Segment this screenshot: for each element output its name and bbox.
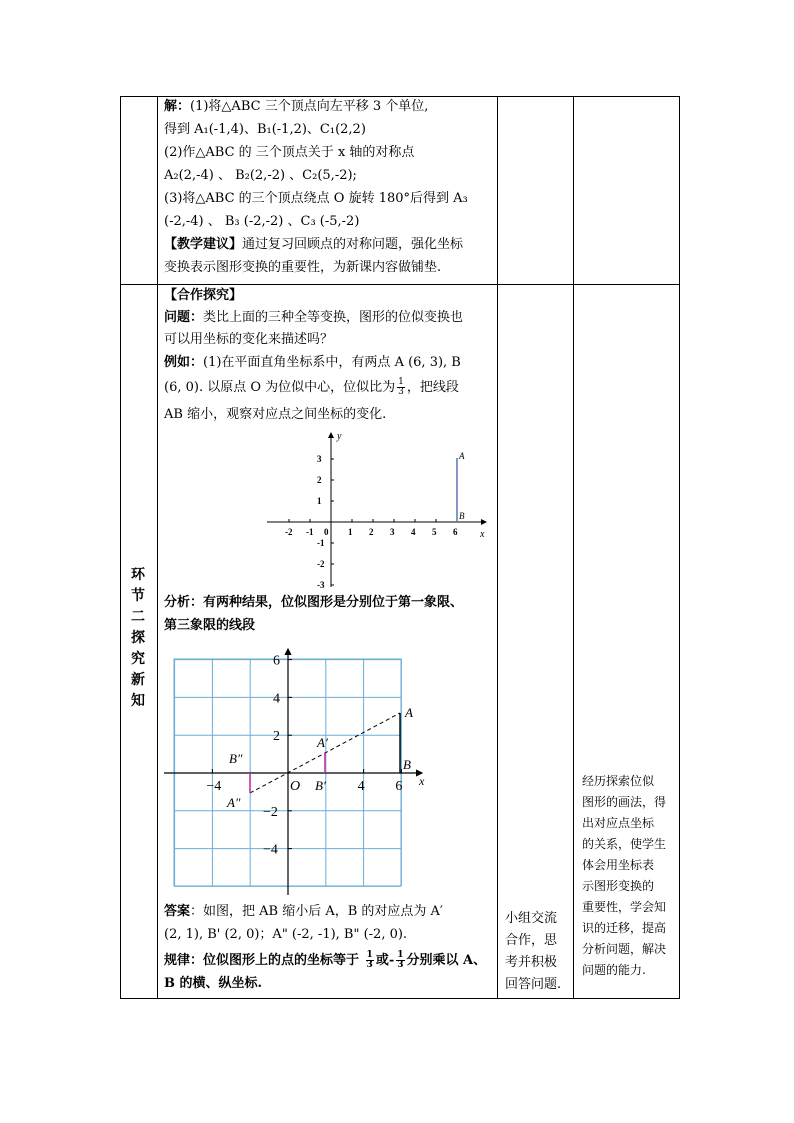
x-tick-label: 1 bbox=[348, 527, 353, 537]
y-tick-label: 2 bbox=[317, 475, 322, 485]
y-tick-label: 6 bbox=[273, 653, 280, 669]
design-intent-line-5: 体会用坐标表 bbox=[582, 858, 655, 872]
example-line-1 bbox=[164, 352, 461, 374]
coordinate-grid-2 bbox=[160, 645, 432, 897]
answer-label: 答案 bbox=[164, 904, 191, 919]
solution-text-4: A₂(2,-4) 、 B₂(2,-2) 、C₂(5,-2); bbox=[164, 168, 357, 183]
rule-line-2: B 的横、纵坐标. bbox=[164, 976, 263, 991]
answer-line-2: (2, 1), B' (2, 0)；A" (-2, -1), B" (-2, 0). bbox=[164, 927, 408, 942]
design-intent-line-10: 问题的能力. bbox=[582, 963, 646, 977]
label-b-prime: B′ bbox=[315, 778, 326, 793]
design-intent-line-4: 的关系，使学生 bbox=[582, 837, 667, 851]
solution-text-2: 得到 A₁(-1,4)、B₁(-1,2)、C₁(2,2) bbox=[164, 122, 366, 137]
label-a-double-prime: A″ bbox=[227, 795, 241, 810]
table-col-divider-1 bbox=[157, 96, 158, 999]
solution-text-6: (-2,-4) 、 B₃ (-2,-2) 、C₃ (-5,-2) bbox=[164, 214, 360, 229]
solution-line-4 bbox=[164, 165, 357, 187]
ratio-numerator: 1 bbox=[398, 377, 404, 387]
example-line-3: AB 缩小，观察对应点之间坐标的变化. bbox=[164, 407, 387, 422]
question-label: 问题： bbox=[164, 310, 204, 325]
solution-line-3 bbox=[164, 142, 414, 164]
rule-fraction-numerator-2: 1 bbox=[397, 950, 404, 960]
x-tick-label: 6 bbox=[395, 779, 403, 794]
table-col-divider-3 bbox=[573, 96, 574, 999]
teaching-suggestion-text-2: 变换表示图形变换的重要性，为新课内容做铺垫. bbox=[164, 260, 442, 275]
rule-text-a: 位似图形上的点的坐标等于 bbox=[203, 953, 364, 968]
answer-line-1 bbox=[164, 901, 443, 923]
x-tick-label: −4 bbox=[206, 779, 222, 794]
section-label-char: 探 bbox=[131, 630, 145, 646]
solution-line-6 bbox=[164, 211, 359, 233]
label-b: B bbox=[403, 757, 411, 772]
cooperative-inquiry-heading: 【合作探究】 bbox=[164, 288, 243, 303]
answer-text: ：如图，把 AB 缩小后 A，B 的对应点为 A′ bbox=[190, 904, 443, 919]
rule-fraction-denominator: 3 bbox=[366, 960, 373, 970]
analysis-line-2: 第三象限的线段 bbox=[164, 618, 256, 633]
design-intent-line-2: 图形的画法，得 bbox=[582, 795, 667, 809]
question-line-2: 可以用坐标的变化来描述吗？ bbox=[164, 332, 334, 347]
teaching-suggestion-line-2 bbox=[164, 257, 441, 279]
rule-negative-sign: - bbox=[388, 953, 395, 968]
x-tick-label: 6 bbox=[453, 527, 458, 537]
x-tick-label: -2 bbox=[285, 527, 293, 537]
design-intent-line-1: 经历探索位似 bbox=[582, 774, 655, 788]
x-tick-label: 4 bbox=[357, 779, 365, 794]
table-left-border bbox=[120, 96, 121, 999]
point-a-label: A bbox=[459, 451, 465, 461]
teaching-suggestion-line-1 bbox=[164, 234, 463, 256]
design-intent-line-7: 重要性，学会知 bbox=[582, 900, 667, 914]
solution-text-5: (3)将△ABC 的三个顶点绕点 O 旋转 180°后得到 A₃ bbox=[164, 191, 468, 206]
solution-text-3: (2)作△ABC 的 三个顶点关于 x 轴的对称点 bbox=[164, 145, 415, 160]
design-intent-line-3: 出对应点坐标 bbox=[582, 816, 655, 830]
table-right-border bbox=[679, 96, 680, 999]
solution-line-1 bbox=[164, 96, 428, 118]
x-tick-label: 0 bbox=[324, 527, 329, 537]
rule-line-1 bbox=[164, 950, 486, 972]
student-activity-line-3: 考并积极 bbox=[505, 955, 558, 970]
rule-text-b: 分别乘以 A、 bbox=[406, 953, 487, 968]
y-tick-label: −4 bbox=[263, 842, 278, 858]
ratio-denominator: 3 bbox=[398, 387, 404, 397]
y-axis-label: y bbox=[337, 431, 342, 442]
label-b-double-prime: B″ bbox=[229, 751, 243, 766]
x-tick-label: 4 bbox=[411, 527, 416, 537]
table-col-divider-2 bbox=[497, 96, 498, 999]
example-text: (1)在平面直角坐标系中，有两点 A (6, 3), B bbox=[203, 355, 461, 370]
section-label-char: 知 bbox=[131, 693, 145, 709]
example-label: 例如： bbox=[164, 355, 204, 370]
example-line-2 bbox=[164, 377, 459, 399]
example-text-2b: ，把线段 bbox=[406, 380, 459, 395]
section-label-char: 新 bbox=[131, 672, 145, 688]
design-intent-line-8: 识的迁移，提高 bbox=[582, 921, 667, 935]
solution-line-2 bbox=[164, 119, 366, 141]
question-line-1 bbox=[164, 307, 463, 329]
x-tick-label: 2 bbox=[369, 527, 374, 537]
rule-or: 或 bbox=[375, 953, 389, 968]
solution-line-5 bbox=[164, 188, 468, 210]
rule-fraction-numerator: 1 bbox=[366, 950, 373, 960]
x-tick-label: -1 bbox=[306, 527, 314, 537]
solution-label: 解： bbox=[164, 99, 191, 114]
design-intent-line-9: 分析问题，解决 bbox=[582, 942, 667, 956]
y-tick-label: -2 bbox=[317, 559, 325, 569]
y-tick-label: -3 bbox=[317, 580, 325, 590]
section-label-char: 环 bbox=[131, 567, 145, 583]
y-tick-label: 4 bbox=[273, 691, 280, 707]
student-activity-line-1: 小组交流 bbox=[505, 911, 558, 926]
table-bottom-border bbox=[120, 998, 680, 999]
design-intent-line-6: 示图形变换的 bbox=[582, 879, 655, 893]
analysis-line-1: 分析：有两种结果，位似图形是分别位于第一象限、 bbox=[164, 595, 464, 610]
rule-fraction-positive bbox=[366, 951, 374, 970]
x-tick-label: 5 bbox=[432, 527, 437, 537]
x-tick-label: O bbox=[290, 779, 301, 794]
label-a-prime: A′ bbox=[317, 735, 328, 750]
section-label bbox=[128, 565, 148, 712]
y-tick-label: 2 bbox=[273, 729, 280, 745]
label-a: A bbox=[405, 705, 413, 720]
solution-text-1: (1)将△ABC 三个顶点向左平移 3 个单位, bbox=[190, 99, 429, 114]
ratio-fraction bbox=[397, 378, 405, 397]
section-label-char: 究 bbox=[131, 651, 145, 667]
point-b-label: B bbox=[459, 511, 465, 521]
student-activity-line-2: 合作，思 bbox=[505, 933, 558, 948]
teaching-suggestion-label: 【教学建议】 bbox=[164, 237, 243, 252]
y-tick-label: 1 bbox=[317, 496, 322, 506]
teaching-suggestion-text: 通过复习回顾点的对称问题，强化坐标 bbox=[242, 237, 464, 252]
rule-fraction-denominator-2: 3 bbox=[397, 960, 404, 970]
rule-fraction-negative bbox=[396, 951, 404, 970]
coordinate-plane-1 bbox=[262, 425, 492, 590]
student-activity-line-4: 回答问题. bbox=[505, 977, 562, 992]
section-label-char: 节 bbox=[131, 588, 145, 604]
y-tick-label: 3 bbox=[317, 454, 322, 464]
rule-label: 规律： bbox=[164, 953, 204, 968]
x-tick-label: 3 bbox=[390, 527, 395, 537]
question-text: 类比上面的三种全等变换，图形的位似变换也 bbox=[203, 310, 464, 325]
section-label-char: 二 bbox=[131, 609, 145, 625]
x-axis-label: x bbox=[480, 529, 485, 540]
example-text-2a: (6, 0). 以原点 O 为位似中心，位似比为 bbox=[164, 380, 396, 395]
x-axis-label: x bbox=[419, 774, 425, 788]
y-tick-label: -1 bbox=[317, 538, 325, 548]
y-tick-label: −2 bbox=[263, 804, 278, 820]
